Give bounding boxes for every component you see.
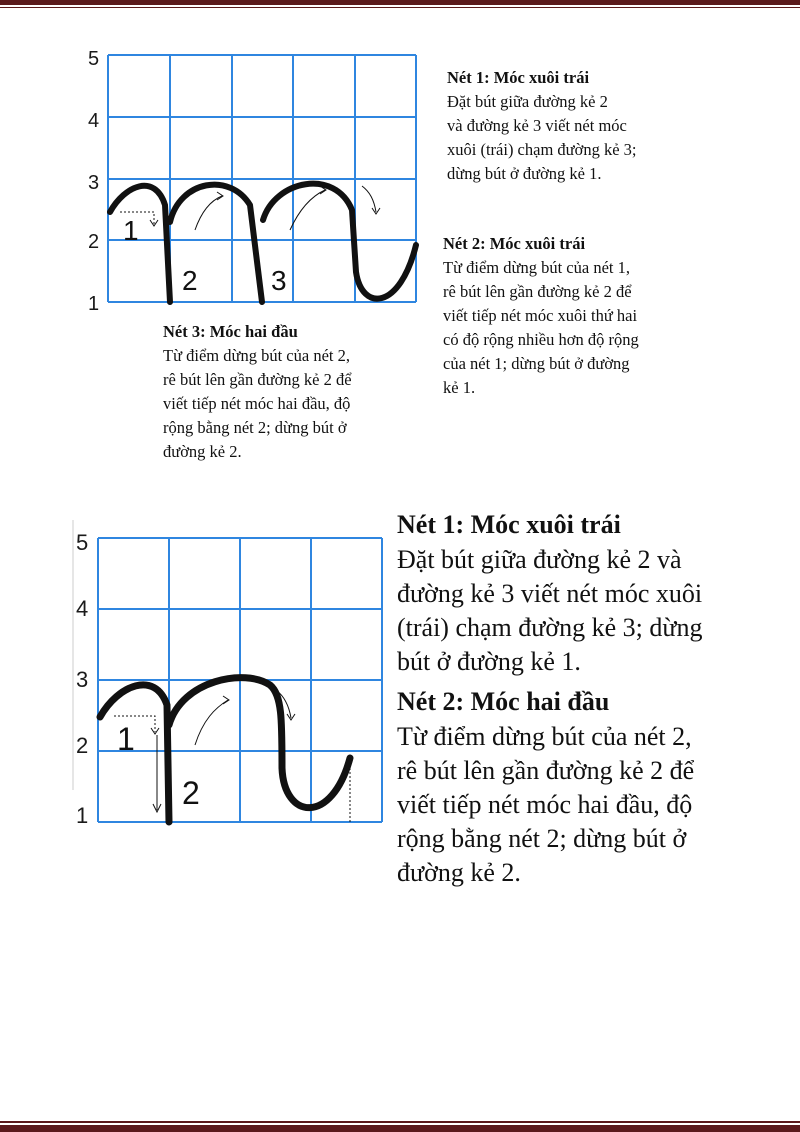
note-line: Đặt bút giữa đường kẻ 2 bbox=[447, 92, 608, 111]
note-line: Từ điểm dừng bút của nét 2, bbox=[163, 346, 350, 365]
direction-arrow bbox=[290, 190, 325, 230]
note-line: có độ rộng nhiều hơn độ rộng bbox=[443, 330, 639, 349]
note-line: rộng bằng nét 2; dừng bút ở bbox=[163, 418, 347, 437]
note-title: Nét 2: Móc hai đầu bbox=[397, 687, 610, 716]
direction-arrow bbox=[217, 192, 223, 200]
note-title: Nét 2: Móc xuôi trái bbox=[443, 234, 586, 253]
direction-arrow bbox=[195, 196, 222, 230]
bottom-border-thin bbox=[0, 1121, 800, 1123]
direction-arrow bbox=[223, 696, 229, 704]
stroke-number: 2 bbox=[182, 775, 200, 811]
note-line: đường kẻ 2. bbox=[397, 858, 521, 887]
note-line: (trái) chạm đường kẻ 3; dừng bbox=[397, 613, 703, 642]
letter-m-stroke bbox=[110, 184, 416, 302]
note-line: kẻ 1. bbox=[443, 378, 476, 397]
stroke-number: 3 bbox=[271, 265, 287, 296]
level-label: 2 bbox=[88, 231, 100, 253]
level-label: 2 bbox=[76, 733, 89, 758]
bottom-border bbox=[0, 1125, 800, 1132]
note-line: rê bút lên gần đường kẻ 2 để bbox=[163, 370, 352, 389]
note-line: đường kẻ 2. bbox=[163, 442, 242, 461]
level-label: 1 bbox=[76, 803, 89, 828]
note-line: viết tiếp nét móc hai đầu, độ bbox=[397, 790, 693, 819]
note-line: và đường kẻ 3 viết nét móc bbox=[447, 116, 627, 135]
writing-grid-bottom bbox=[70, 520, 390, 830]
top-border bbox=[0, 0, 800, 5]
note-line: bút ở đường kẻ 1. bbox=[397, 647, 581, 676]
level-label: 5 bbox=[88, 48, 100, 70]
note-line: viết tiếp nét móc xuôi thứ hai bbox=[443, 306, 638, 325]
level-label: 5 bbox=[76, 530, 89, 555]
note-line: của nét 1; dừng bút ở đường bbox=[443, 354, 630, 373]
note-bottom-2 bbox=[397, 685, 694, 890]
note-line: Đặt bút giữa đường kẻ 2 và bbox=[397, 545, 682, 574]
note-top-1 bbox=[447, 66, 637, 186]
writing-grid-top bbox=[80, 40, 430, 320]
grid-lines bbox=[108, 55, 416, 302]
level-label: 4 bbox=[76, 596, 89, 621]
note-line: rê bút lên gần đường kẻ 2 để bbox=[397, 756, 695, 785]
note-top-3 bbox=[163, 320, 352, 464]
note-title: Nét 3: Móc hai đầu bbox=[163, 322, 298, 341]
level-label: 1 bbox=[88, 293, 100, 315]
note-line: xuôi (trái) chạm đường kẻ 3; bbox=[447, 140, 637, 159]
stroke-number: 1 bbox=[117, 721, 135, 757]
level-label: 4 bbox=[88, 110, 100, 132]
note-title: Nét 1: Móc xuôi trái bbox=[447, 68, 590, 87]
note-line: rê bút lên gần đường kẻ 2 để bbox=[443, 282, 632, 301]
note-line: viết tiếp nét móc hai đầu, độ bbox=[163, 394, 351, 413]
direction-arrow bbox=[195, 700, 228, 745]
note-title: Nét 1: Móc xuôi trái bbox=[397, 510, 621, 539]
level-label: 3 bbox=[88, 172, 100, 194]
letter-n-stroke bbox=[100, 678, 350, 822]
note-line: đường kẻ 3 viết nét móc xuôi bbox=[397, 579, 703, 608]
top-border-thin bbox=[0, 7, 800, 8]
level-label: 3 bbox=[76, 667, 89, 692]
stroke-number: 1 bbox=[123, 215, 139, 246]
direction-arrow bbox=[362, 186, 376, 212]
stroke-number: 2 bbox=[182, 265, 198, 296]
note-line: rộng bằng nét 2; dừng bút ở bbox=[397, 824, 687, 853]
note-line: Từ điểm dừng bút của nét 1, bbox=[443, 258, 630, 277]
note-line: Từ điểm dừng bút của nét 2, bbox=[397, 722, 692, 751]
note-top-2 bbox=[443, 232, 639, 400]
note-bottom-1 bbox=[397, 508, 702, 679]
note-line: dừng bút ở đường kẻ 1. bbox=[447, 164, 602, 183]
